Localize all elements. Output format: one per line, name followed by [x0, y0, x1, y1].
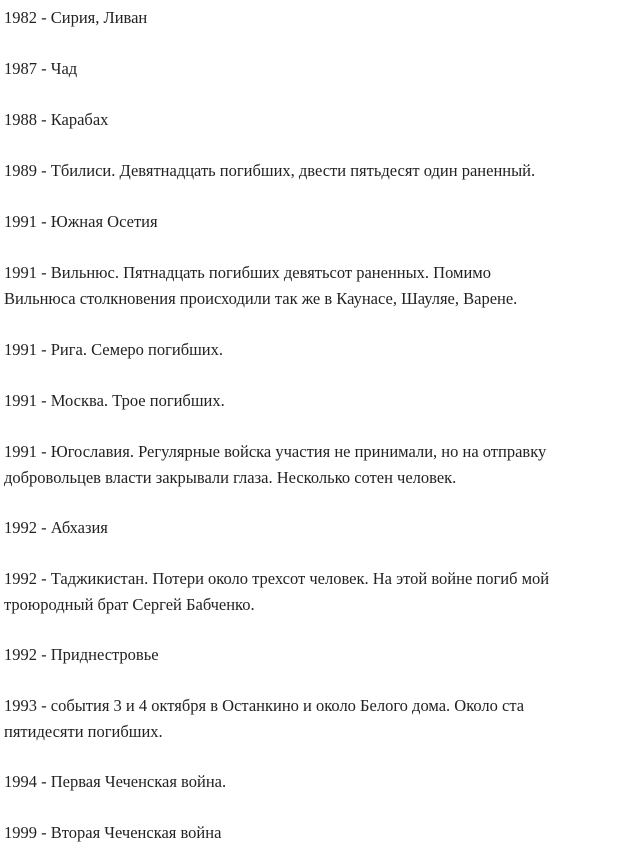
entry-line: 1982 - Сирия, Ливан — [4, 8, 148, 27]
entry-1991-yugoslavia — [4, 439, 624, 491]
entry-line: 1992 - Приднестровье — [4, 645, 159, 664]
entry-line: добровольцев власти закрывали глаза. Несколько сотен человек. — [4, 468, 457, 487]
entry-1991-moscow — [4, 388, 624, 414]
entry-line: 1987 - Чад — [4, 59, 78, 78]
entry-line: 1991 - Рига. Семеро погибших. — [4, 340, 223, 359]
entry-line: 1991 - Югославия. Регулярные войска участия не принимали, но на отправку — [4, 442, 547, 461]
entry-line: 1993 - события 3 и 4 октября в Останкино и около Белого дома. Около ста — [4, 696, 525, 715]
entry-line: Вильнюса столкновения происходили так же в Каунасе, Шауляе, Варене. — [4, 289, 518, 308]
entry-line: троюродный брат Сергей Бабченко. — [4, 595, 255, 614]
entry-1989-tbilisi — [4, 158, 624, 184]
entry-1992-transnistria — [4, 642, 624, 668]
entry-line: 1992 - Абхазия — [4, 518, 108, 537]
entry-1994-first-chechen-war — [4, 769, 624, 795]
entry-1982-syria-lebanon — [4, 5, 624, 31]
entry-line: пятидесяти погибших. — [4, 722, 163, 741]
entry-1992-tajikistan — [4, 566, 624, 618]
entry-line: 1988 - Карабах — [4, 110, 109, 129]
entry-line: 1992 - Таджикистан. Потери около трехсот человек. На этой войне погиб мой — [4, 569, 550, 588]
entry-1991-south-ossetia — [4, 209, 624, 235]
entry-line: 1994 - Первая Чеченская война. — [4, 772, 227, 791]
entry-1992-abkhazia — [4, 515, 624, 541]
entry-line: 1991 - Москва. Трое погибших. — [4, 391, 225, 410]
entry-line: 1989 - Тбилиси. Девятнадцать погибших, двести пятьдесят один раненный. — [4, 161, 536, 180]
entry-1987-chad — [4, 56, 624, 82]
entry-1988-karabakh — [4, 107, 624, 133]
entry-1991-vilnius — [4, 260, 624, 312]
entry-1993-october-events — [4, 693, 624, 745]
entry-line: 1991 - Южная Осетия — [4, 212, 158, 231]
entry-1999-second-chechen-war — [4, 820, 624, 846]
entry-1991-riga — [4, 337, 624, 363]
entry-line: 1991 - Вильнюс. Пятнадцать погибших девятьсот раненных. Помимо — [4, 263, 491, 282]
entry-line: 1999 - Вторая Чеченская война — [4, 823, 222, 842]
